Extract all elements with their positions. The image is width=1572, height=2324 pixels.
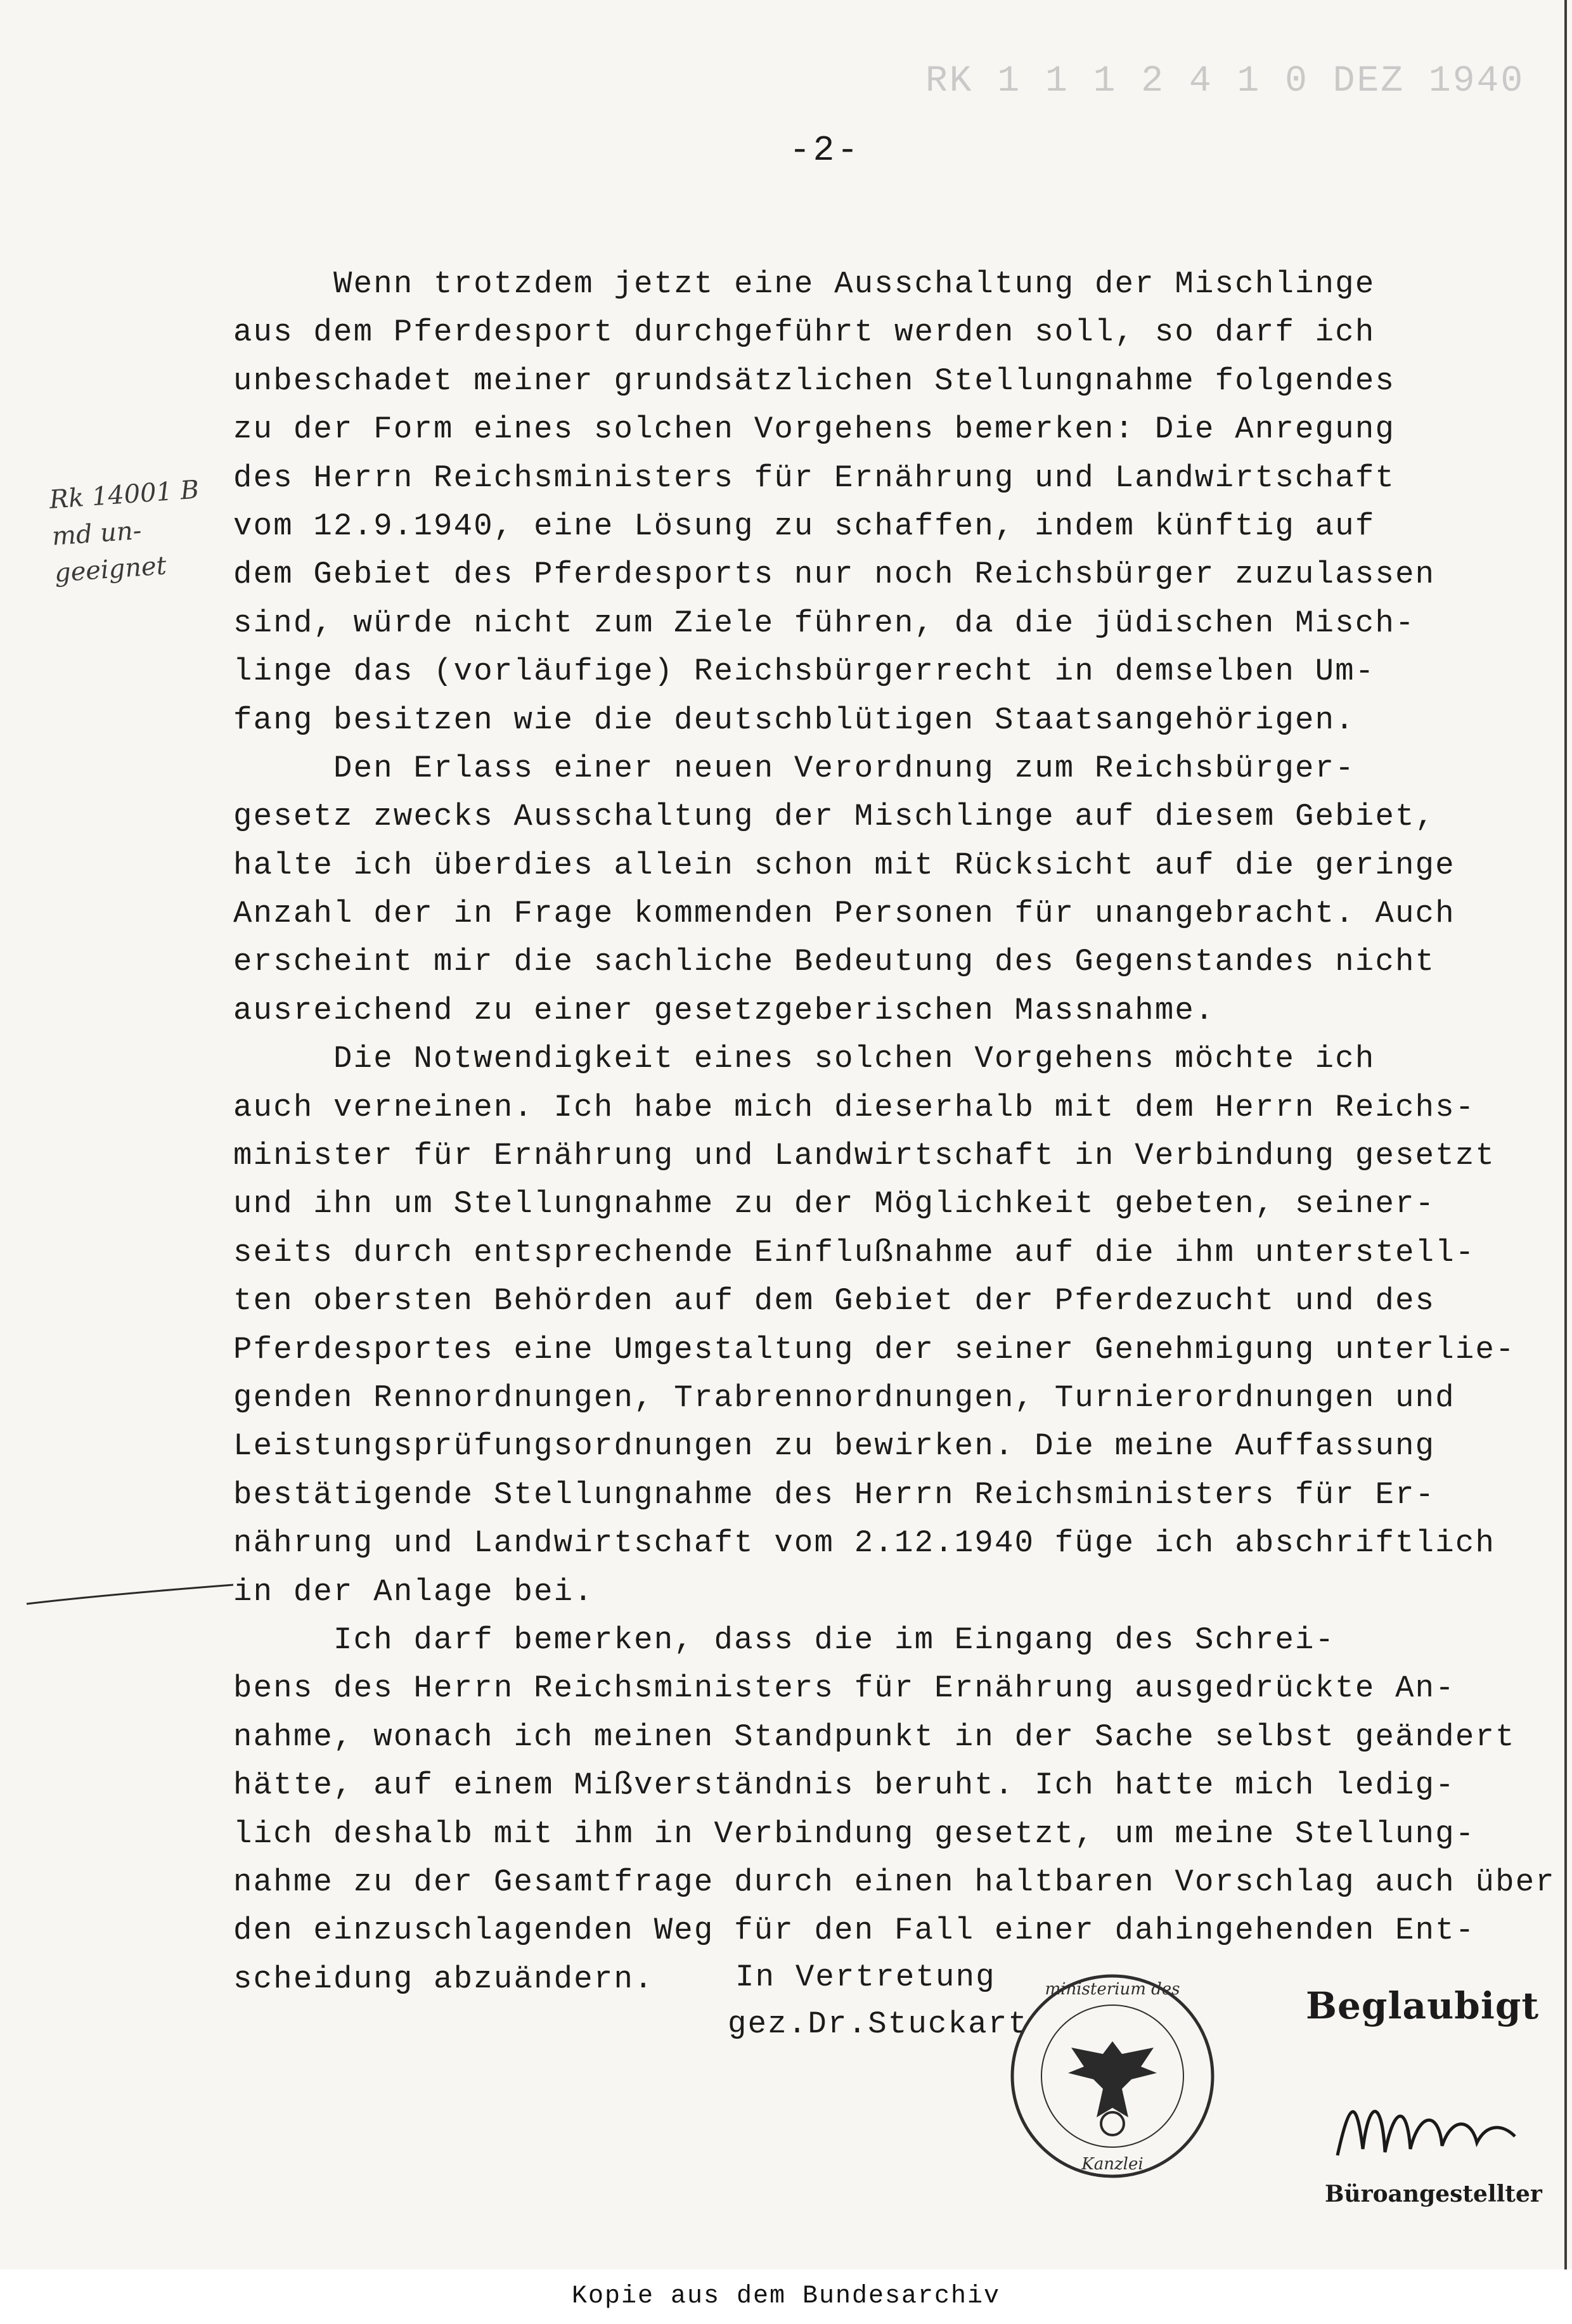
body-line: und ihn um Stellungnahme zu der Möglichkeit gebeten, seiner- <box>233 1186 1436 1222</box>
body-line: unbeschadet meiner grundsätzlichen Stellungnahme folgendes <box>233 363 1396 399</box>
body-line: vom 12.9.1940, eine Lösung zu schaffen, indem künftig auf <box>233 508 1376 544</box>
signature-name: gez.Dr.Stuckart <box>728 2006 1029 2042</box>
official-seal-stamp <box>1008 1972 1217 2181</box>
body-line: Ich darf bemerken, dass die im Eingang des Schrei- <box>233 1622 1336 1658</box>
body-line: den einzuschlagenden Weg für den Fall einer dahingehenden Ent- <box>233 1913 1476 1949</box>
body-line: in der Anlage bei. <box>233 1573 594 1610</box>
handwritten-margin-note: Rk 14001 B md un- geeignet <box>48 475 200 588</box>
body-line: bens des Herrn Reichsministers für Ernährung ausgedrückte An- <box>233 1670 1455 1707</box>
handwritten-signature <box>1331 2086 1521 2168</box>
body-line: scheidung abzuändern. <box>233 1961 654 1997</box>
body-line: Den Erlass einer neuen Verordnung zum Reichsbürger- <box>233 750 1355 786</box>
body-line: aus dem Pferdesport durchgeführt werden soll, so darf ich <box>233 314 1376 351</box>
body-line: nahme, wonach ich meinen Standpunkt in der Sache selbst geändert <box>233 1719 1516 1755</box>
body-line: seits durch entsprechende Einflußnahme auf die ihm unterstell- <box>233 1234 1476 1270</box>
body-line: auch verneinen. Ich habe mich dieserhalb mit dem Herrn Reichs- <box>233 1089 1476 1125</box>
body-line: Die Notwendigkeit eines solchen Vorgehens möchte ich <box>233 1041 1376 1077</box>
body-line: ten obersten Behörden auf dem Gebiet der Pferdezucht und des <box>233 1283 1436 1319</box>
body-line: des Herrn Reichsministers für Ernährung und Landwirtschaft <box>233 460 1396 496</box>
certification-role: Büroangestellter <box>1325 2181 1542 2207</box>
body-line: nahme zu der Gesamtfrage durch einen haltbaren Vorschlag auch über <box>233 1864 1556 1900</box>
margin-pencil-line <box>25 1582 235 1608</box>
body-line: ausreichend zu einer gesetzgeberischen Massnahme. <box>233 992 1215 1028</box>
body-line: sind, würde nicht zum Ziele führen, da die jüdischen Misch- <box>233 605 1415 641</box>
body-line: minister für Ernährung und Landwirtschaft in Verbindung gesetzt <box>233 1138 1496 1174</box>
certification-label: Beglaubigt <box>1306 1984 1540 2027</box>
signature-block <box>728 1954 1029 2048</box>
body-line: erscheint mir die sachliche Bedeutung des Gegenstandes nicht <box>233 944 1436 980</box>
archive-receipt-stamp: RK 1 1 1 2 4 1 0 DEZ 1940 <box>925 61 1525 102</box>
body-line: nährung und Landwirtschaft vom 2.12.1940 füge ich abschriftlich <box>233 1525 1496 1561</box>
body-line: bestätigende Stellungnahme des Herrn Reichsministers für Er- <box>233 1476 1436 1513</box>
body-line: genden Rennordnungen, Trabrennordnungen, Turnierordnungen und <box>233 1379 1455 1416</box>
letter-body <box>233 260 1556 2003</box>
body-line: Anzahl der in Frage kommenden Personen für unangebracht. Auch <box>233 896 1455 932</box>
body-line: Pferdesportes eine Umgestaltung der seiner Genehmigung unterlie- <box>233 1331 1516 1367</box>
body-line: fang besitzen wie die deutschblütigen Staatsangehörigen. <box>233 702 1355 738</box>
body-line: Leistungsprüfungsordnungen zu bewirken. Die meine Auffassung <box>233 1428 1436 1464</box>
body-line: hätte, auf einem Mißverständnis beruht. Ich hatte mich ledig- <box>233 1767 1455 1804</box>
body-line: gesetz zwecks Ausschaltung der Mischlinge auf diesem Gebiet, <box>233 799 1436 835</box>
body-line: halte ich überdies allein schon mit Rücksicht auf die geringe <box>233 847 1455 883</box>
body-line: lich deshalb mit ihm in Verbindung gesetzt, um meine Stellung- <box>233 1816 1476 1852</box>
body-line: zu der Form eines solchen Vorgehens bemerken: Die Anregung <box>233 411 1396 448</box>
svg-text:ministerium des: ministerium des <box>1045 1980 1180 1999</box>
body-line: Wenn trotzdem jetzt eine Ausschaltung der Mischlinge <box>233 266 1376 302</box>
page-number: -2- <box>789 130 861 171</box>
body-line: dem Gebiet des Pferdesports nur noch Reichsbürger zuzulassen <box>233 557 1436 593</box>
page-edge-shadow <box>1564 0 1567 2269</box>
signature-in-representation: In Vertretung <box>735 1959 996 1995</box>
archive-footer: Kopie aus dem Bundesarchiv <box>0 2269 1572 2324</box>
svg-text:Kanzlei: Kanzlei <box>1081 2155 1144 2174</box>
body-line: linge das (vorläufige) Reichsbürgerrecht in demselben Um- <box>233 654 1376 690</box>
